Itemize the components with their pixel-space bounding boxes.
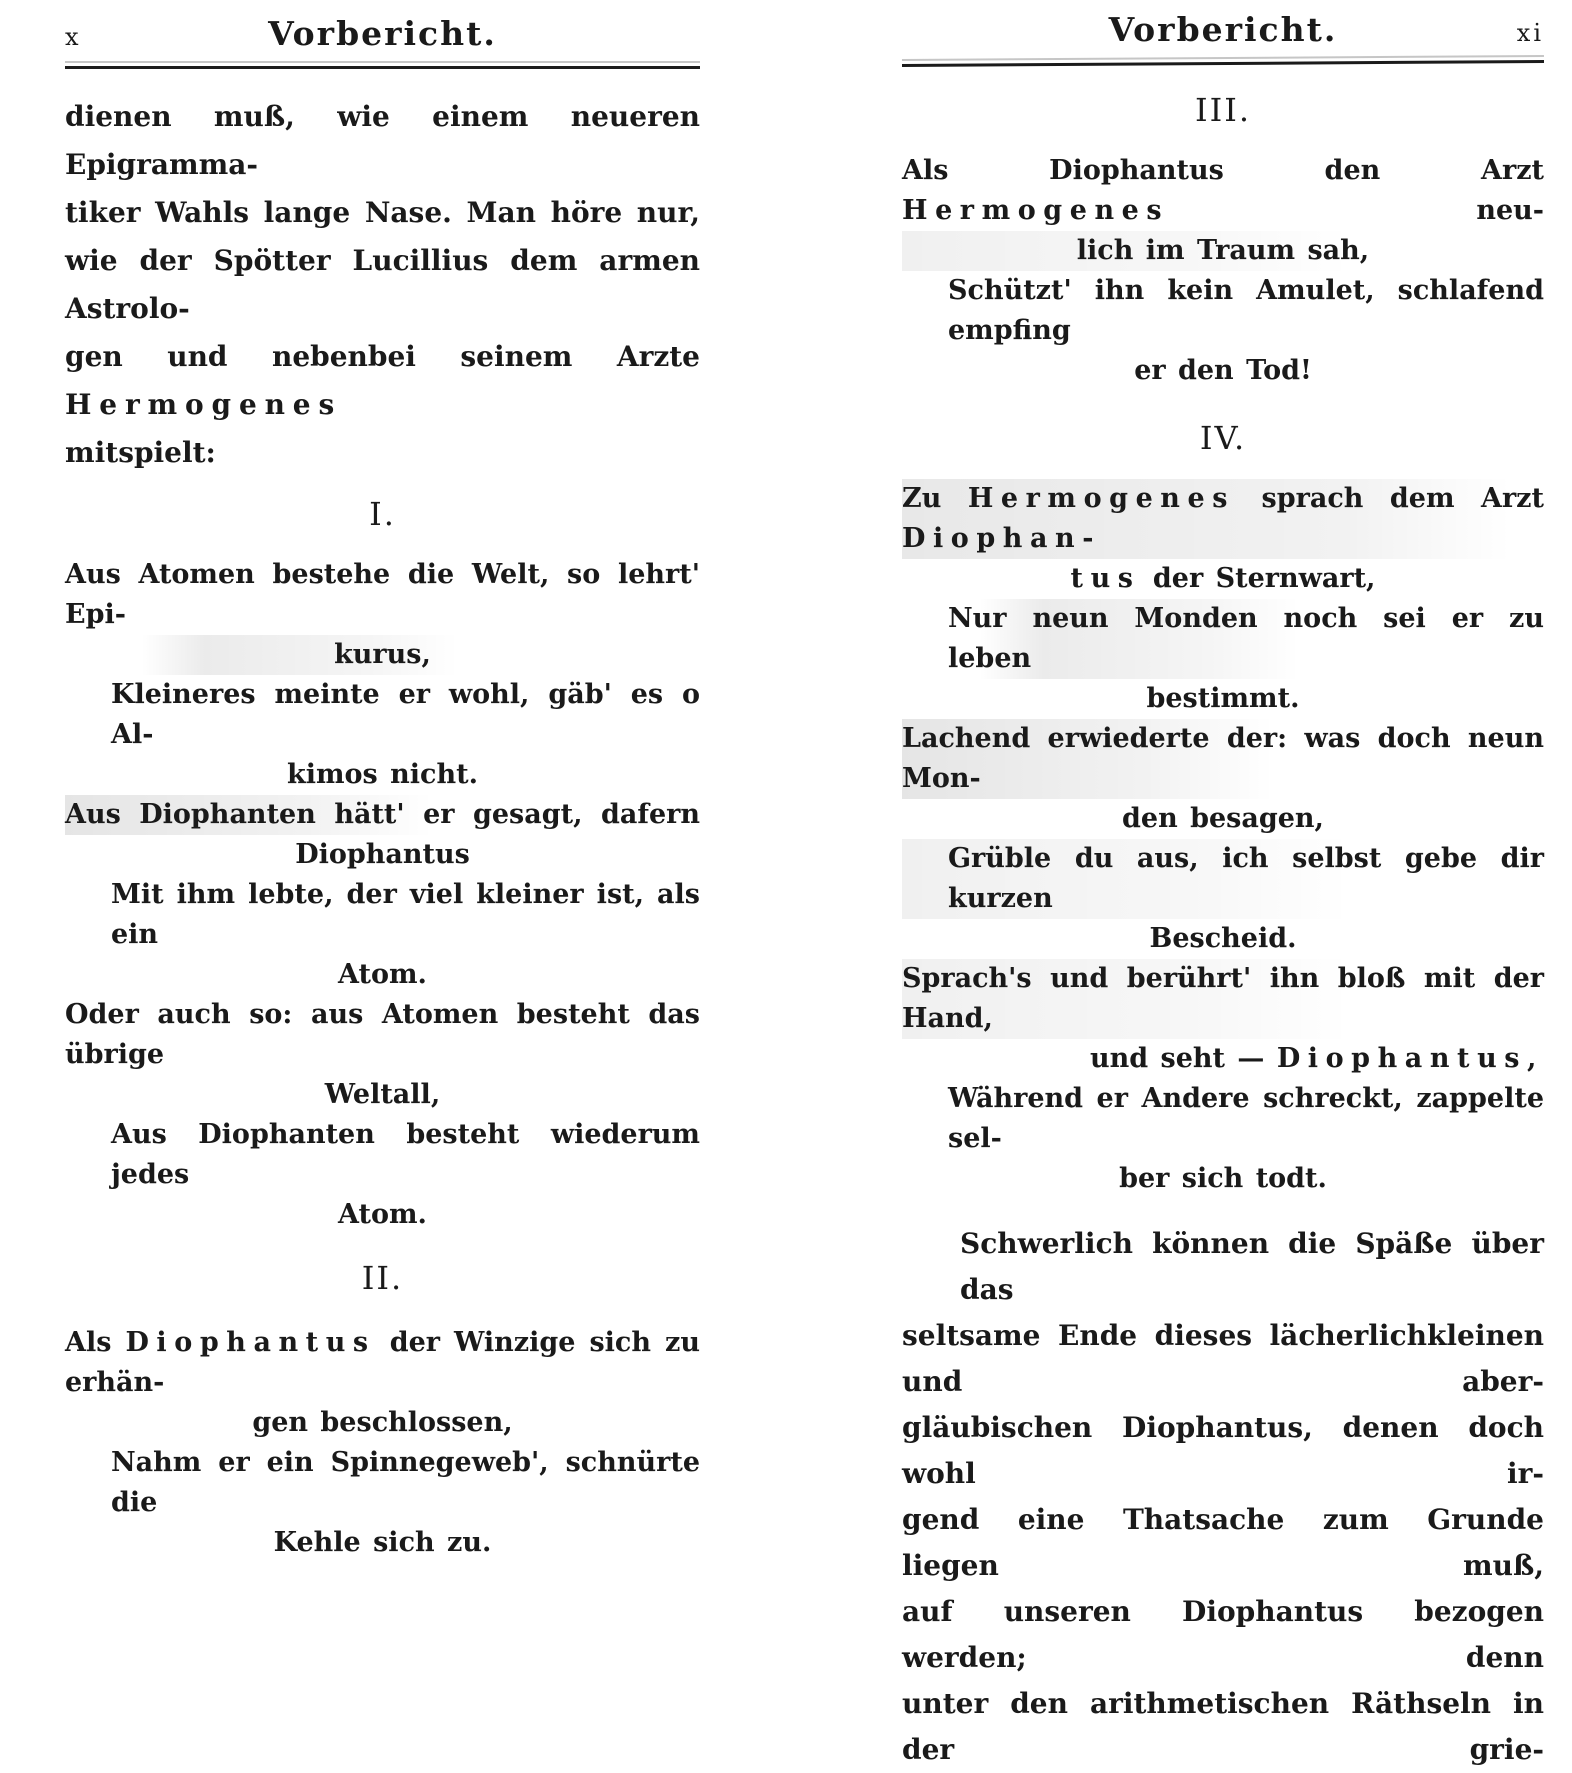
verse-line: er den Tod!: [1134, 355, 1312, 386]
paragraph-line: auf unseren Diophantus bezogen werden; denn: [902, 1595, 1544, 1674]
paragraph-line: seltsame Ende dieses lächerlichkleinen und aber-: [902, 1319, 1544, 1398]
epigram-I: [65, 555, 700, 1235]
verse-line: ber sich todt.: [1119, 1163, 1327, 1194]
paragraph-line: tiker Wahls lange Nase. Man höre nur,: [65, 196, 700, 229]
verse-line: [65, 1323, 700, 1403]
verse-text: und seht —: [1089, 1043, 1277, 1074]
verse-line: den besagen,: [1122, 803, 1324, 834]
verse-line: Während er Andere schreckt, zappelte sel-: [948, 1083, 1544, 1154]
verse-line: Schützt' ihn kein Amulet, schlafend empfing: [948, 275, 1544, 346]
right-page-header: [902, 10, 1544, 49]
verse-text: Als Diophantus den Arzt: [902, 155, 1544, 186]
left-page-number: x: [65, 23, 82, 51]
verse-text: der Sternwart,: [1140, 563, 1376, 594]
section-heading-IV: IV.: [1199, 419, 1247, 457]
verse-line: Aus Atomen bestehe die Welt, so lehrt' Epi-: [65, 559, 700, 630]
verse-text: Als: [65, 1327, 126, 1358]
letterspaced-name: Hermogenes: [902, 195, 1170, 226]
paragraph-line: unter den arithmetischen Räthseln in der grie-: [902, 1687, 1544, 1766]
verse-line: Nahm er ein Spinnegeweb', schnürte die: [111, 1447, 700, 1518]
closing-paragraph: [902, 1221, 1544, 1773]
left-page: [0, 0, 786, 1558]
verse-line: bestimmt.: [1146, 683, 1300, 714]
verse-line: Kehle sich zu.: [273, 1527, 492, 1558]
letterspaced-name: Hermogenes: [967, 483, 1236, 514]
verse-line: Kleineres meinte er wohl, gäb' es o Al-: [111, 679, 700, 750]
verse-line: Grüble du aus, ich selbst gebe dir kurzen: [902, 839, 1544, 919]
verse-text: sprach dem Arzt: [1235, 483, 1544, 514]
paragraph-line: gend eine Thatsache zum Grunde liegen muß,: [902, 1503, 1544, 1582]
paragraph-line: [65, 333, 700, 429]
verse-line: Nur neun Monden noch sei er zu leben: [902, 599, 1544, 679]
verse-line: Diophantus: [295, 839, 470, 870]
letterspaced-name: Hermogenes: [65, 388, 343, 421]
right-page: [786, 0, 1572, 1766]
verse-line: Sprach's und berührt' ihn bloß mit der Hand,: [902, 959, 1544, 1039]
section-heading-II: II.: [361, 1259, 404, 1297]
verse-text: der Winzige sich zu erhän-: [65, 1327, 700, 1398]
epigram-IV: [902, 479, 1544, 1199]
left-page-header: [65, 14, 700, 53]
verse-text: Zu: [902, 483, 968, 514]
verse-line: Oder auch so: aus Atomen besteht das übrige: [65, 999, 700, 1070]
header-rule: [902, 60, 1544, 67]
left-running-title: Vorbericht.: [268, 14, 497, 53]
verse-line: Mit ihm lebte, der viel kleiner ist, als ein: [111, 879, 700, 950]
letterspaced-name: tus: [1070, 563, 1141, 594]
right-running-title: Vorbericht.: [1108, 10, 1338, 49]
paragraph-line: dienen muß, wie einem neueren Epigramma-: [65, 100, 700, 181]
epigram-II: [65, 1323, 700, 1563]
verse-line: kimos nicht.: [287, 759, 478, 790]
header-rule: [65, 66, 700, 69]
verse-line: lich im Traum sah,: [902, 231, 1544, 271]
section-heading-III: III.: [1194, 91, 1252, 129]
verse-line: [902, 151, 1544, 231]
section-heading-I: I.: [369, 495, 396, 533]
verse-text: neu-: [1169, 195, 1544, 226]
verse-line: kurus,: [65, 635, 700, 675]
right-page-number: xi: [1516, 19, 1544, 47]
paragraph-text: gen und nebenbei seinem Arzte: [65, 340, 700, 373]
verse-line: Lachend erwiederte der: was doch neun Mon-: [902, 719, 1544, 799]
verse-line: Weltall,: [324, 1079, 441, 1110]
letterspaced-name: Diophantus: [125, 1327, 376, 1358]
verse-line: Atom.: [338, 1199, 427, 1230]
verse-line: Aus Diophanten hätt' er gesagt, dafern: [65, 795, 700, 835]
paragraph-line: Schwerlich können die Späße über das: [960, 1227, 1544, 1306]
letterspaced-name: Diophantus,: [1276, 1043, 1544, 1074]
verse-line: Atom.: [338, 959, 427, 990]
verse-line: [902, 559, 1544, 599]
verse-line: [902, 1039, 1544, 1079]
letterspaced-name: Diophan-: [902, 523, 1101, 554]
paragraph-line: wie der Spötter Lucillius dem armen Astrolo-: [65, 244, 700, 325]
verse-line: gen beschlossen,: [252, 1407, 513, 1438]
intro-paragraph: [65, 93, 700, 477]
paragraph-line: mitspielt:: [65, 436, 216, 469]
epigram-III: [902, 151, 1544, 391]
verse-line: [902, 479, 1544, 559]
paragraph-line: gläubischen Diophantus, denen doch wohl ir-: [902, 1411, 1544, 1490]
verse-line: Aus Diophanten besteht wiederum jedes: [111, 1119, 700, 1190]
verse-line: Bescheid.: [1149, 923, 1297, 954]
